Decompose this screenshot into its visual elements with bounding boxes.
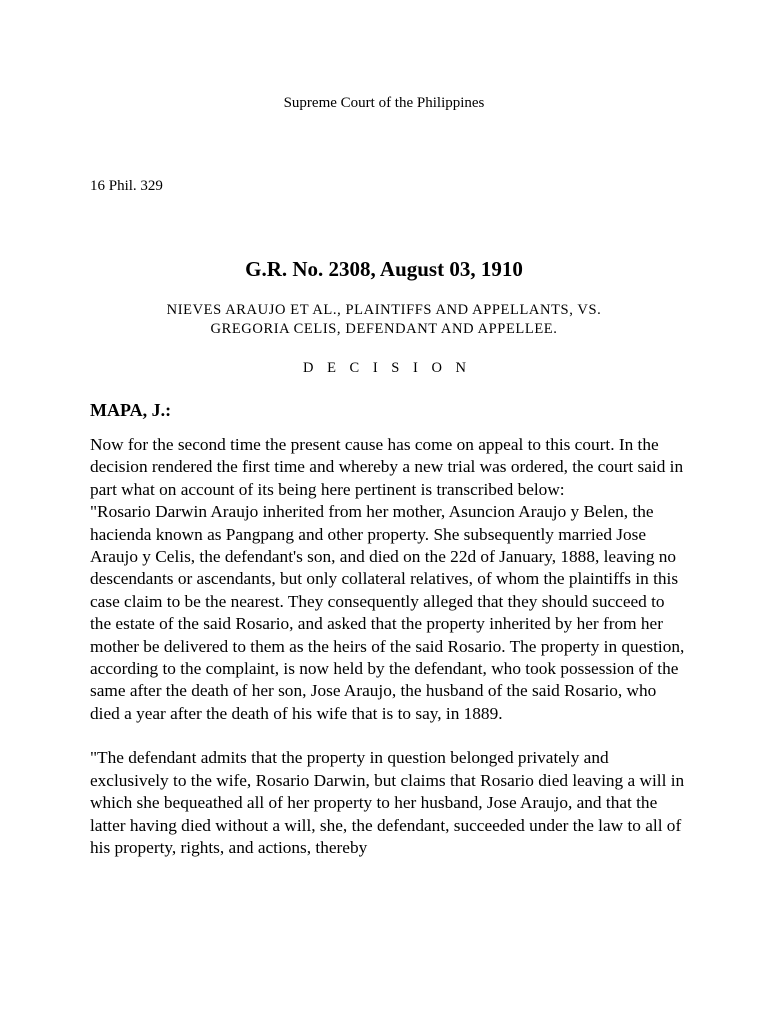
- paragraph-quote-2: "The defendant admits that the property in question belonged privately and exclusively to the wife, Rosario Darwin, but claims that Rosario died leaving a will in which she bequeathed all of her property to her husband, Jose Araujo, and that the latter having died without a will, she, the defendant, succeeded under the law to all of his property, rights, and actions, thereby: [90, 748, 685, 857]
- court-name: Supreme Court of the Philippines: [283, 95, 485, 111]
- parties-line-1: NIEVES ARAUJO ET AL., PLAINTIFFS AND APPELLANTS, VS.: [166, 302, 602, 318]
- ponente: MAPA, J.:: [90, 400, 172, 420]
- paragraph-quote-1: "Rosario Darwin Araujo inherited from her mother, Asuncion Araujo y Belen, the hacienda known as Pangpang and other property. She subsequently married Jose Araujo y Celis, the defendant's son, and died on the 22d of January, 1888, leaving no descendants or ascendants, but only collateral relatives, of whom the plaintiffs in this case claim to be the nearest. They consequently alleged that they should succeed to the estate of the said Rosario, and asked that the property inherited by her from her mother be delivered to them as the heirs of the said Rosario. The property in question, according to the complaint, is now held by the defendant, who took possession of the same after the death of her son, Jose Araujo, the husband of the said Rosario, who died a year after the death of his wife that is to say, in 1889.: [90, 502, 685, 723]
- case-parties: [110, 301, 658, 339]
- parties-line-2: GREGORIA CELIS, DEFENDANT AND APPELLEE.: [210, 321, 558, 337]
- decision-body: [90, 434, 686, 859]
- decision-heading: D E C I S I O N: [302, 360, 472, 376]
- case-number-title: G.R. No. 2308, August 03, 1910: [245, 257, 523, 281]
- paragraph-intro: Now for the second time the present cause has come on appeal to this court. In the decision rendered the first time and whereby a new trial was ordered, the court said in part what on account of its being here pertinent is transcribed below:: [90, 435, 684, 499]
- citation: 16 Phil. 329: [90, 178, 163, 194]
